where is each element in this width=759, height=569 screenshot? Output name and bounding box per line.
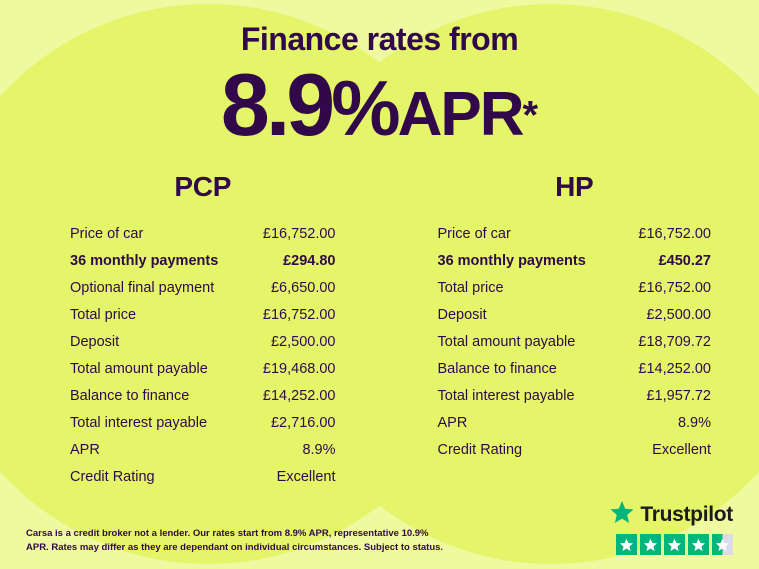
disclaimer-text: Carsa is a credit broker not a lender. Our rates start from 8.9% APR, representative 10.9% APR. Rates may differ as they are dependant on individual circumstances. Subject to status. [26,527,444,553]
trustpilot-name: Trustpilot [640,503,733,526]
row-label: APR [70,442,100,459]
row-value: £14,252.00 [638,361,711,378]
row-value: £1,957.72 [646,388,711,405]
row-label: Balance to finance [70,388,190,405]
row-label: Total interest payable [437,388,575,405]
table-row [438,221,712,248]
table-row [70,437,336,464]
row-value: £2,716.00 [270,415,336,432]
star-icon [664,534,685,555]
trustpilot-star-icon [610,501,634,529]
row-value: £16,752.00 [262,226,336,243]
row-label: 36 monthly payments [70,253,219,270]
row-label: Deposit [70,334,120,351]
table-row [438,410,712,437]
table-row [438,356,712,383]
row-label: Total interest payable [70,415,208,432]
row-value: £6,650.00 [270,280,336,297]
row-value: £16,752.00 [262,307,336,324]
star-icon [640,534,661,555]
rate-apr-label: APR [397,80,523,150]
row-label: Total amount payable [70,361,208,378]
table-row [70,248,336,275]
row-label: Price of car [70,226,144,243]
rate-display [0,55,759,155]
table-row [70,329,336,356]
trustpilot-logo [610,501,733,529]
row-label: Balance to finance [437,361,557,378]
row-value: £294.80 [283,253,336,270]
row-value: £16,752.00 [638,226,711,243]
star-half-icon [712,534,733,555]
table-row [70,221,336,248]
row-value: £16,752.00 [638,280,711,297]
row-value: £14,252.00 [262,388,336,405]
page-title: Finance rates from [240,21,519,57]
row-value: £19,468.00 [262,361,336,378]
row-value: £2,500.00 [270,334,336,351]
rate-number: 8.9 [220,55,332,155]
table-row [70,464,336,491]
table-row [438,383,712,410]
table-row [70,383,336,410]
row-label: Optional final payment [70,280,215,297]
table-row [70,356,336,383]
table-row [438,302,712,329]
star-icon [616,534,637,555]
row-label: 36 monthly payments [437,253,586,270]
column-title-pcp: PCP [174,170,232,202]
column-title-hp: HP [555,170,594,202]
table-row [70,275,336,302]
row-value: Excellent [652,442,711,459]
row-label: Total price [437,280,504,297]
row-label: Price of car [437,226,511,243]
row-value: £450.27 [658,253,711,270]
row-label: Total price [70,307,137,324]
row-label: APR [437,415,468,432]
row-label: Credit Rating [70,469,155,486]
table-row [438,275,712,302]
finance-comparison [0,171,759,491]
row-label: Credit Rating [437,442,523,459]
row-value: £18,709.72 [638,334,711,351]
row-value: Excellent [276,469,336,486]
table-row [70,410,336,437]
table-row [438,329,712,356]
row-value: £2,500.00 [646,307,711,324]
trustpilot-rating [610,501,733,555]
row-label: Deposit [437,307,487,324]
table-row [70,302,336,329]
trustpilot-stars [610,534,733,555]
row-value: 8.9% [677,415,711,432]
star-icon [688,534,709,555]
row-label: Total amount payable [437,334,576,351]
table-row [438,248,712,275]
row-value: 8.9% [302,442,336,459]
table-row [438,437,712,464]
poster-footer [0,501,759,555]
finance-column-pcp [0,171,380,491]
rate-percent-symbol: % [331,64,398,153]
rate-asterisk: * [522,93,539,138]
finance-column-hp [380,171,759,491]
